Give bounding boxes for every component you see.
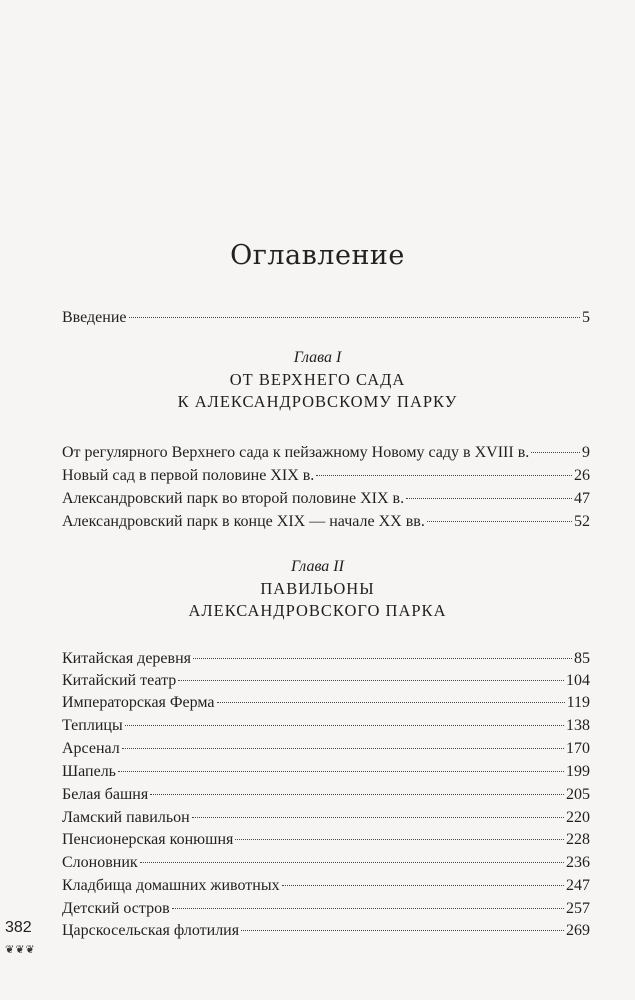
- toc-entry: [62, 762, 590, 782]
- toc-entry-title: Введение: [62, 309, 127, 326]
- toc-entry-page: 85: [574, 650, 590, 667]
- toc-entry-page: 119: [566, 694, 590, 711]
- toc-entry: [62, 876, 590, 896]
- toc-entry: [62, 693, 590, 713]
- toc-entry-title: От регулярного Верхнего сада к пейзажному Новому саду в XVIII в.: [62, 444, 530, 461]
- dot-leader: [316, 475, 572, 476]
- chapter-label: Глава II: [291, 558, 344, 575]
- toc-entry-page: 170: [566, 740, 590, 757]
- toc-entry-title: Слоновник: [62, 854, 138, 871]
- toc-entry-page: 236: [566, 854, 590, 871]
- toc-entry: [62, 921, 590, 941]
- chapter-2-heading: [0, 556, 635, 622]
- chapter-title-line: АЛЕКСАНДРОВСКОГО ПАРКА: [188, 601, 447, 620]
- toc-entry-title: Китайская деревня: [62, 650, 191, 667]
- toc-entry-page: 247: [566, 877, 590, 894]
- dot-leader: [172, 908, 564, 909]
- toc-entry-page: 269: [566, 922, 590, 939]
- toc-entry-page: 26: [574, 467, 590, 484]
- toc-entry: [62, 512, 590, 532]
- toc-entry: [62, 489, 590, 509]
- toc-entry-page: 257: [566, 900, 590, 917]
- toc-entry-title: Шапель: [62, 763, 116, 780]
- toc-entry: [62, 716, 590, 736]
- dot-leader: [235, 839, 564, 840]
- dot-leader: [406, 498, 572, 499]
- toc-entry: [62, 466, 590, 486]
- toc-entry-title: Александровский парк во второй половине XIX в.: [62, 490, 405, 507]
- floral-ornament-icon: ❦❦❦: [5, 944, 36, 956]
- toc-entry-title: Александровский парк в конце XIX — начале XX вв.: [62, 513, 425, 530]
- chapter-1-heading: [0, 347, 635, 413]
- toc-entry-page: 138: [566, 717, 590, 734]
- toc-entry: [62, 853, 590, 873]
- toc-entry: [62, 830, 590, 850]
- toc-entry-title: Императорская Ферма: [62, 694, 215, 711]
- toc-entry-page: 5: [582, 309, 590, 326]
- toc-entry: [62, 649, 590, 669]
- dot-leader: [140, 862, 564, 863]
- toc-entry-page: 228: [566, 831, 590, 848]
- dot-leader: [217, 702, 565, 703]
- page-title: Оглавление: [230, 240, 405, 271]
- dot-leader: [122, 748, 564, 749]
- dot-leader: [118, 771, 564, 772]
- chapter-title-line: ОТ ВЕРХНЕГО САДА: [229, 370, 406, 389]
- toc-entry-page: 104: [566, 672, 590, 689]
- dot-leader: [193, 658, 572, 659]
- dot-leader: [125, 725, 564, 726]
- page-number: 382: [5, 919, 32, 936]
- dot-leader: [129, 317, 581, 318]
- toc-entry-title: Теплицы: [62, 717, 123, 734]
- dot-leader: [427, 521, 572, 522]
- toc-entry: [62, 443, 590, 463]
- chapter-title-line: ПАВИЛЬОНЫ: [260, 579, 375, 598]
- toc-entry-title: Царскосельская флотилия: [62, 922, 240, 939]
- toc-entry-page: 47: [574, 490, 590, 507]
- dot-leader: [178, 680, 564, 681]
- dot-leader: [192, 817, 564, 818]
- toc-entry-page: 199: [566, 763, 590, 780]
- toc-entry-title: Белая башня: [62, 786, 149, 803]
- dot-leader: [531, 452, 580, 453]
- toc-entry-page: 52: [574, 513, 590, 530]
- toc-entry-title: Кладбища домашних животных: [62, 877, 280, 894]
- toc-entry-page: 220: [566, 809, 590, 826]
- toc-entry: [62, 899, 590, 919]
- toc-entry-title: Пенсионерская конюшня: [62, 831, 234, 848]
- toc-entry: [62, 671, 590, 691]
- chapter-label: Глава I: [293, 349, 342, 366]
- dot-leader: [241, 930, 564, 931]
- toc-entry-title: Китайский театр: [62, 672, 177, 689]
- toc-entry-title: Арсенал: [62, 740, 120, 757]
- dot-leader: [282, 885, 564, 886]
- toc-entry: [62, 785, 590, 805]
- toc-entry-title: Ламский павильон: [62, 809, 190, 826]
- toc-entry-page: 205: [566, 786, 590, 803]
- toc-entry-title: Детский остров: [62, 900, 170, 917]
- toc-entry-page: 9: [582, 444, 590, 461]
- toc-entry: [62, 808, 590, 828]
- toc-entry-title: Новый сад в первой половине XIX в.: [62, 467, 315, 484]
- toc-entry-intro: [62, 308, 590, 328]
- toc-entry: [62, 739, 590, 759]
- chapter-title-line: К АЛЕКСАНДРОВСКОМУ ПАРКУ: [177, 392, 458, 411]
- dot-leader: [150, 794, 564, 795]
